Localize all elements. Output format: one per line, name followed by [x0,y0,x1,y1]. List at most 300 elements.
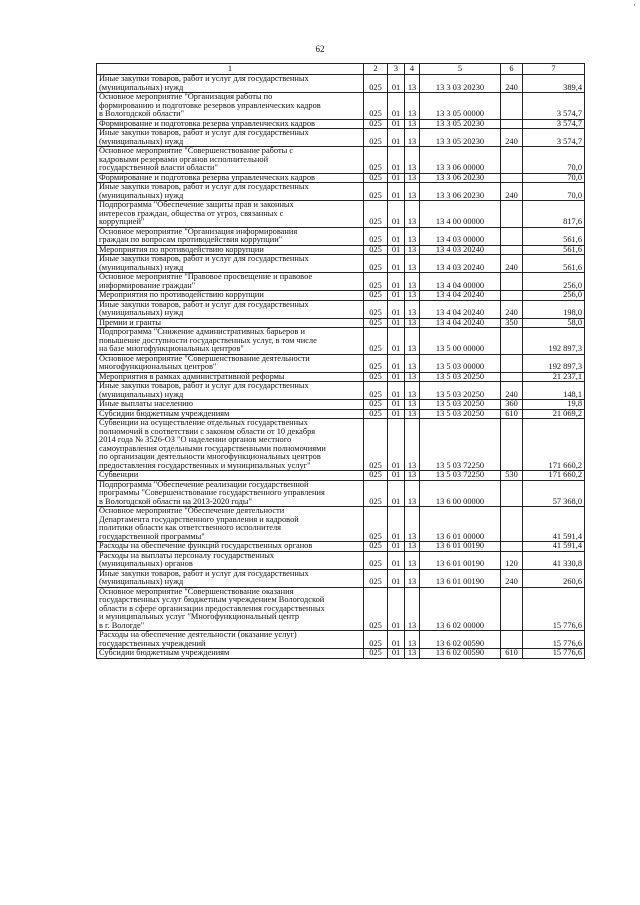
col-section-cell: 01 [388,382,405,400]
row-name-cell [97,328,364,355]
col-subsection-cell: 13 [405,318,420,328]
row-name-line: Иные закупки товаров, работ и услуг для государственных [99,569,309,578]
col-expense-type-cell: 530 [501,471,523,481]
col-department-cell: 025 [364,273,388,291]
row-name-line: Субсидии бюджетным учреждениям [99,409,230,418]
header-cell: 7 [523,64,585,75]
col-department-cell: 025 [364,318,388,328]
col-section-cell: 01 [388,542,405,552]
row-name-cell [97,354,364,372]
row-name-line: (муниципальных) нужд [99,577,184,586]
col-expense-type-cell [501,480,523,507]
col-expense-type-cell [501,227,523,245]
col-target-article-cell: 13 3 06 00000 [420,147,501,174]
col-department-cell: 025 [364,382,388,400]
row-name-line: коррупцией" [99,217,145,226]
row-name-line: Подпрограмма "Обеспечение реализации государственной [99,480,309,489]
table-row [97,318,585,328]
row-name-line: Основное мероприятие "Совершенствование работы с [99,146,294,155]
row-name-cell [97,419,364,471]
row-name-line: Основное мероприятие "Обеспечение деятельности [99,506,285,515]
col-target-article-cell: 13 4 00 00000 [420,201,501,228]
row-name-cell [97,318,364,328]
col-subsection-cell: 13 [405,93,420,120]
col-subsection-cell: 13 [405,183,420,201]
col-expense-type-cell [501,291,523,301]
col-expense-type-cell [501,542,523,552]
row-name-line: Подпрограмма "Снижение административных барьеров и [99,327,305,336]
col-subsection-cell: 13 [405,147,420,174]
col-section-cell: 01 [388,129,405,147]
col-department-cell: 025 [364,183,388,201]
row-name-cell [97,273,364,291]
col-department-cell: 025 [364,400,388,410]
col-department-cell: 025 [364,328,388,355]
col-subsection-cell: 13 [405,542,420,552]
col-amount-cell: 192 897,3 [523,328,585,355]
row-name-line: Основное мероприятие "Правовое просвещение и правовое [99,272,313,281]
col-amount-cell: 70,0 [523,147,585,174]
col-target-article-cell: 13 3 05 20230 [420,119,501,129]
col-expense-type-cell [501,201,523,228]
col-section-cell: 01 [388,354,405,372]
col-subsection-cell: 13 [405,400,420,410]
col-amount-cell: 817,6 [523,201,585,228]
col-subsection-cell: 13 [405,173,420,183]
col-target-article-cell: 13 4 04 20240 [420,291,501,301]
col-expense-type-cell [501,328,523,355]
row-name-line: Основное мероприятие "Совершенствование оказания [99,587,294,596]
row-name-line: Мероприятия по противодействию коррупции [99,245,264,254]
row-name-cell [97,173,364,183]
col-section-cell: 01 [388,631,405,649]
row-name-cell [97,507,364,542]
row-name-line: Иные закупки товаров, работ и услуг для государственных [99,74,309,83]
row-name-line: Иные закупки товаров, работ и услуг для государственных [99,381,309,390]
row-name-line: Формирование и подготовка резерва управленческих кадров [99,119,315,128]
row-name-line: Формирование и подготовка резерва управленческих кадров [99,173,315,182]
col-subsection-cell: 13 [405,300,420,318]
col-amount-cell: 57 368,0 [523,480,585,507]
col-subsection-cell: 13 [405,419,420,471]
col-section-cell: 01 [388,400,405,410]
col-department-cell: 025 [364,471,388,481]
col-amount-cell: 171 660,2 [523,419,585,471]
col-subsection-cell: 13 [405,631,420,649]
row-name-line: (муниципальных) нужд [99,308,184,317]
row-name-cell [97,245,364,255]
col-amount-cell: 70,0 [523,183,585,201]
col-section-cell: 01 [388,75,405,93]
header-cell: 1 [97,64,364,75]
col-expense-type-cell [501,507,523,542]
table-row [97,273,585,291]
col-section-cell: 01 [388,551,405,569]
table-row [97,328,585,355]
col-expense-type-cell [501,245,523,255]
col-subsection-cell: 13 [405,291,420,301]
row-name-line: (муниципальных) нужд [99,190,184,200]
row-name-line: многофункциональных центров" [99,362,217,371]
table-row [97,300,585,318]
col-target-article-cell: 13 3 05 00000 [420,93,501,120]
row-name-line: граждан по вопросам противодействия коррупции" [99,235,283,244]
col-department-cell: 025 [364,649,388,659]
col-amount-cell: 561,6 [523,227,585,245]
col-amount-cell: 3 574,7 [523,93,585,120]
row-name-line: государственной власти области" [99,163,218,172]
col-department-cell: 025 [364,93,388,120]
col-expense-type-cell: 350 [501,318,523,328]
col-subsection-cell: 13 [405,587,420,631]
col-expense-type-cell: 240 [501,300,523,318]
col-target-article-cell: 13 4 03 00000 [420,227,501,245]
col-expense-type-cell: 240 [501,569,523,587]
col-section-cell: 01 [388,569,405,587]
row-name-line: 2014 года № 3526-ОЗ "О наделении органов местного [99,435,292,444]
table-row [97,507,585,542]
table-row [97,542,585,552]
col-target-article-cell: 13 6 02 00590 [420,649,501,659]
col-amount-cell: 41 591,4 [523,542,585,552]
table-row [97,631,585,649]
table-row [97,551,585,569]
table-row [97,129,585,147]
col-amount-cell: 192 897,3 [523,354,585,372]
col-target-article-cell: 13 6 01 00190 [420,551,501,569]
row-name-line: Мероприятия в рамках административной реформы [99,372,285,381]
col-target-article-cell: 13 6 02 00000 [420,587,501,631]
col-section-cell: 01 [388,419,405,471]
col-subsection-cell: 13 [405,471,420,481]
col-target-article-cell: 13 5 03 72250 [420,419,501,471]
col-department-cell: 025 [364,300,388,318]
col-subsection-cell: 13 [405,328,420,355]
table-row [97,147,585,174]
table-row [97,173,585,183]
col-target-article-cell: 13 3 06 20230 [420,173,501,183]
table-row [97,227,585,245]
col-expense-type-cell [501,631,523,649]
row-name-cell [97,649,364,659]
col-section-cell: 01 [388,147,405,174]
col-expense-type-cell: 240 [501,255,523,273]
col-target-article-cell: 13 5 03 00000 [420,354,501,372]
row-name-line: программы "Совершенствование государственного управления [99,488,325,497]
col-expense-type-cell [501,587,523,631]
col-subsection-cell: 13 [405,255,420,273]
table-row [97,569,585,587]
row-name-line: Департамента государственного управления и кадровой [99,514,299,524]
col-amount-cell: 256,0 [523,291,585,301]
row-name-line: интересов граждан, общества от угроз, связанных с [99,208,284,218]
col-subsection-cell: 13 [405,507,420,542]
col-subsection-cell: 13 [405,201,420,228]
col-subsection-cell: 13 [405,354,420,372]
col-department-cell: 025 [364,291,388,301]
col-section-cell: 01 [388,471,405,481]
row-name-cell [97,480,364,507]
col-target-article-cell: 13 5 03 20250 [420,382,501,400]
col-amount-cell: 561,6 [523,245,585,255]
col-subsection-cell: 13 [405,227,420,245]
table-row [97,119,585,129]
row-name-line: (муниципальных) нужд [99,389,184,399]
col-section-cell: 01 [388,227,405,245]
row-name-cell [97,551,364,569]
col-section-cell: 01 [388,409,405,419]
row-name-line: политики области как ответственного исполнителя [99,523,282,532]
row-name-cell [97,93,364,120]
row-name-cell [97,631,364,649]
header-cell: 2 [364,64,388,75]
row-name-line: в Вологодской области на 2013-2020 годы" [99,496,252,506]
row-name-line: самоуправления отдельными государственными полномочиями [99,443,326,453]
row-name-cell [97,119,364,129]
row-name-line: государственной программы" [99,531,205,541]
col-amount-cell: 561,6 [523,255,585,273]
col-expense-type-cell [501,419,523,471]
col-amount-cell: 41 591,4 [523,507,585,542]
header-cell: 4 [405,64,420,75]
row-name-line: Субвенции на осуществление отдельных государственных [99,418,308,427]
col-expense-type-cell: 610 [501,649,523,659]
row-name-line: в Вологодской области" [99,109,185,118]
row-name-line: информирование граждан" [99,280,196,290]
col-amount-cell: 15 776,6 [523,631,585,649]
row-name-line: государственных учреждений [99,638,206,648]
row-name-cell [97,471,364,481]
col-expense-type-cell: 240 [501,75,523,93]
col-expense-type-cell [501,273,523,291]
col-target-article-cell: 13 3 06 20230 [420,183,501,201]
col-target-article-cell: 13 6 02 00590 [420,631,501,649]
row-name-line: (муниципальных) нужд [99,262,184,272]
table-row [97,372,585,382]
col-section-cell: 01 [388,649,405,659]
col-subsection-cell: 13 [405,480,420,507]
row-name-line: Подпрограмма "Обеспечение защиты прав и законных [99,200,294,209]
col-target-article-cell: 13 3 03 20230 [420,75,501,93]
col-subsection-cell: 13 [405,75,420,93]
col-section-cell: 01 [388,372,405,382]
col-subsection-cell: 13 [405,409,420,419]
col-amount-cell: 389,4 [523,75,585,93]
col-amount-cell: 260,6 [523,569,585,587]
col-department-cell: 025 [364,569,388,587]
table-row [97,245,585,255]
table-row [97,255,585,273]
row-name-line: в г. Вологде" [99,620,145,630]
row-name-cell [97,569,364,587]
col-expense-type-cell: 610 [501,409,523,419]
row-name-line: Основное мероприятие "Организация информирования [99,227,298,236]
row-name-cell [97,382,364,400]
table-row [97,291,585,301]
table-row [97,471,585,481]
col-section-cell: 01 [388,119,405,129]
row-name-cell [97,300,364,318]
header-row [97,64,585,75]
row-name-line: Премии и гранты [99,318,161,327]
table-row [97,587,585,631]
col-department-cell: 025 [364,147,388,174]
col-department-cell: 025 [364,480,388,507]
col-department-cell: 025 [364,201,388,228]
col-expense-type-cell [501,147,523,174]
col-department-cell: 025 [364,119,388,129]
col-target-article-cell: 13 5 03 20250 [420,372,501,382]
row-name-line: Иные закупки товаров, работ и услуг для государственных [99,254,309,263]
col-target-article-cell: 13 4 04 00000 [420,273,501,291]
table-row [97,382,585,400]
col-amount-cell: 3 574,7 [523,119,585,129]
header-cell: 6 [501,64,523,75]
col-section-cell: 01 [388,93,405,120]
row-name-line: и муниципальных услуг "Многофункциональный центр [99,612,300,621]
row-name-cell [97,400,364,410]
col-department-cell: 025 [364,372,388,382]
col-amount-cell: 19,8 [523,400,585,410]
col-expense-type-cell [501,354,523,372]
corner-mark: ‹ [633,0,636,9]
col-section-cell: 01 [388,318,405,328]
row-name-line: полномочий в соответствии с законом области от 10 декабря [99,426,316,436]
row-name-line: Основное мероприятие "Совершенствование деятельности [99,354,310,363]
col-subsection-cell: 13 [405,245,420,255]
table-row [97,419,585,471]
col-department-cell: 025 [364,255,388,273]
header-cell: 5 [420,64,501,75]
col-amount-cell: 21 069,2 [523,409,585,419]
row-name-line: Расходы на обеспечение деятельности (оказание услуг) [99,630,297,639]
col-subsection-cell: 13 [405,569,420,587]
row-name-line: Основное мероприятие "Организация работы по [99,92,273,101]
row-name-line: формированию и подготовке резервов управленческих кадров [99,100,321,110]
col-target-article-cell: 13 5 03 72250 [420,471,501,481]
table-row [97,400,585,410]
row-name-cell [97,201,364,228]
col-amount-cell: 70,0 [523,173,585,183]
col-department-cell: 025 [364,542,388,552]
row-name-cell [97,409,364,419]
col-subsection-cell: 13 [405,129,420,147]
row-name-line: области в сфере организации предоставления государственных [99,603,325,613]
col-target-article-cell: 13 5 03 20250 [420,400,501,410]
col-amount-cell: 256,0 [523,273,585,291]
col-amount-cell: 198,0 [523,300,585,318]
col-subsection-cell: 13 [405,382,420,400]
col-amount-cell: 3 574,7 [523,129,585,147]
col-amount-cell: 15 776,6 [523,587,585,631]
col-amount-cell: 58,0 [523,318,585,328]
col-expense-type-cell [501,119,523,129]
table-row [97,649,585,659]
col-expense-type-cell: 360 [501,400,523,410]
col-subsection-cell: 13 [405,551,420,569]
col-target-article-cell: 13 4 04 20240 [420,318,501,328]
col-amount-cell: 41 330,8 [523,551,585,569]
col-target-article-cell: 13 5 03 20250 [420,409,501,419]
col-expense-type-cell: 240 [501,382,523,400]
table-row [97,354,585,372]
col-department-cell: 025 [364,507,388,542]
table-row [97,75,585,93]
row-name-line: (муниципальных) нужд [99,136,184,146]
col-department-cell: 025 [364,245,388,255]
budget-table [96,63,585,659]
col-department-cell: 025 [364,227,388,245]
col-target-article-cell: 13 5 00 00000 [420,328,501,355]
col-section-cell: 01 [388,183,405,201]
col-target-article-cell: 13 6 00 00000 [420,480,501,507]
col-department-cell: 025 [364,354,388,372]
row-name-cell [97,129,364,147]
row-name-cell [97,291,364,301]
col-subsection-cell: 13 [405,119,420,129]
col-department-cell: 025 [364,551,388,569]
col-expense-type-cell [501,173,523,183]
row-name-cell [97,542,364,552]
col-target-article-cell: 13 4 03 20240 [420,255,501,273]
row-name-cell [97,255,364,273]
row-name-line: кадровыми резервами органов исполнительной [99,154,269,164]
col-section-cell: 01 [388,201,405,228]
header-cell: 3 [388,64,405,75]
row-name-cell [97,147,364,174]
row-name-line: Иные закупки товаров, работ и услуг для государственных [99,300,309,309]
col-subsection-cell: 13 [405,649,420,659]
row-name-line: Субвенции [99,470,139,479]
col-target-article-cell: 13 6 01 00190 [420,569,501,587]
col-department-cell: 025 [364,631,388,649]
page-number: 62 [315,44,325,54]
col-section-cell: 01 [388,587,405,631]
col-section-cell: 01 [388,173,405,183]
col-department-cell: 025 [364,419,388,471]
col-section-cell: 01 [388,300,405,318]
row-name-line: по организации деятельности многофункциональных центров [99,452,321,461]
col-department-cell: 025 [364,75,388,93]
table-row [97,409,585,419]
col-section-cell: 01 [388,245,405,255]
col-expense-type-cell [501,372,523,382]
row-name-cell [97,75,364,93]
col-target-article-cell: 13 4 03 20240 [420,245,501,255]
col-section-cell: 01 [388,255,405,273]
col-target-article-cell: 13 3 05 20230 [420,129,501,147]
col-section-cell: 01 [388,273,405,291]
row-name-line: Расходы на обеспечение функций государственных органов [99,541,313,550]
table-body [97,64,585,659]
row-name-cell [97,372,364,382]
row-name-line: на базе многофункциональных центров" [99,344,244,353]
col-expense-type-cell: 240 [501,183,523,201]
col-department-cell: 025 [364,129,388,147]
table-row [97,480,585,507]
col-target-article-cell: 13 6 01 00000 [420,507,501,542]
col-subsection-cell: 13 [405,273,420,291]
row-name-line: Иные выплаты населению [99,399,193,408]
table-row [97,93,585,120]
row-name-line: Иные закупки товаров, работ и услуг для государственных [99,182,309,191]
row-name-cell [97,227,364,245]
row-name-line: повышение доступности государственных услуг, в том числе [99,335,317,345]
col-amount-cell: 21 237,1 [523,372,585,382]
col-department-cell: 025 [364,587,388,631]
row-name-line: государственных услуг бюджетным учреждением Вологодской [99,595,325,604]
col-department-cell: 025 [364,409,388,419]
